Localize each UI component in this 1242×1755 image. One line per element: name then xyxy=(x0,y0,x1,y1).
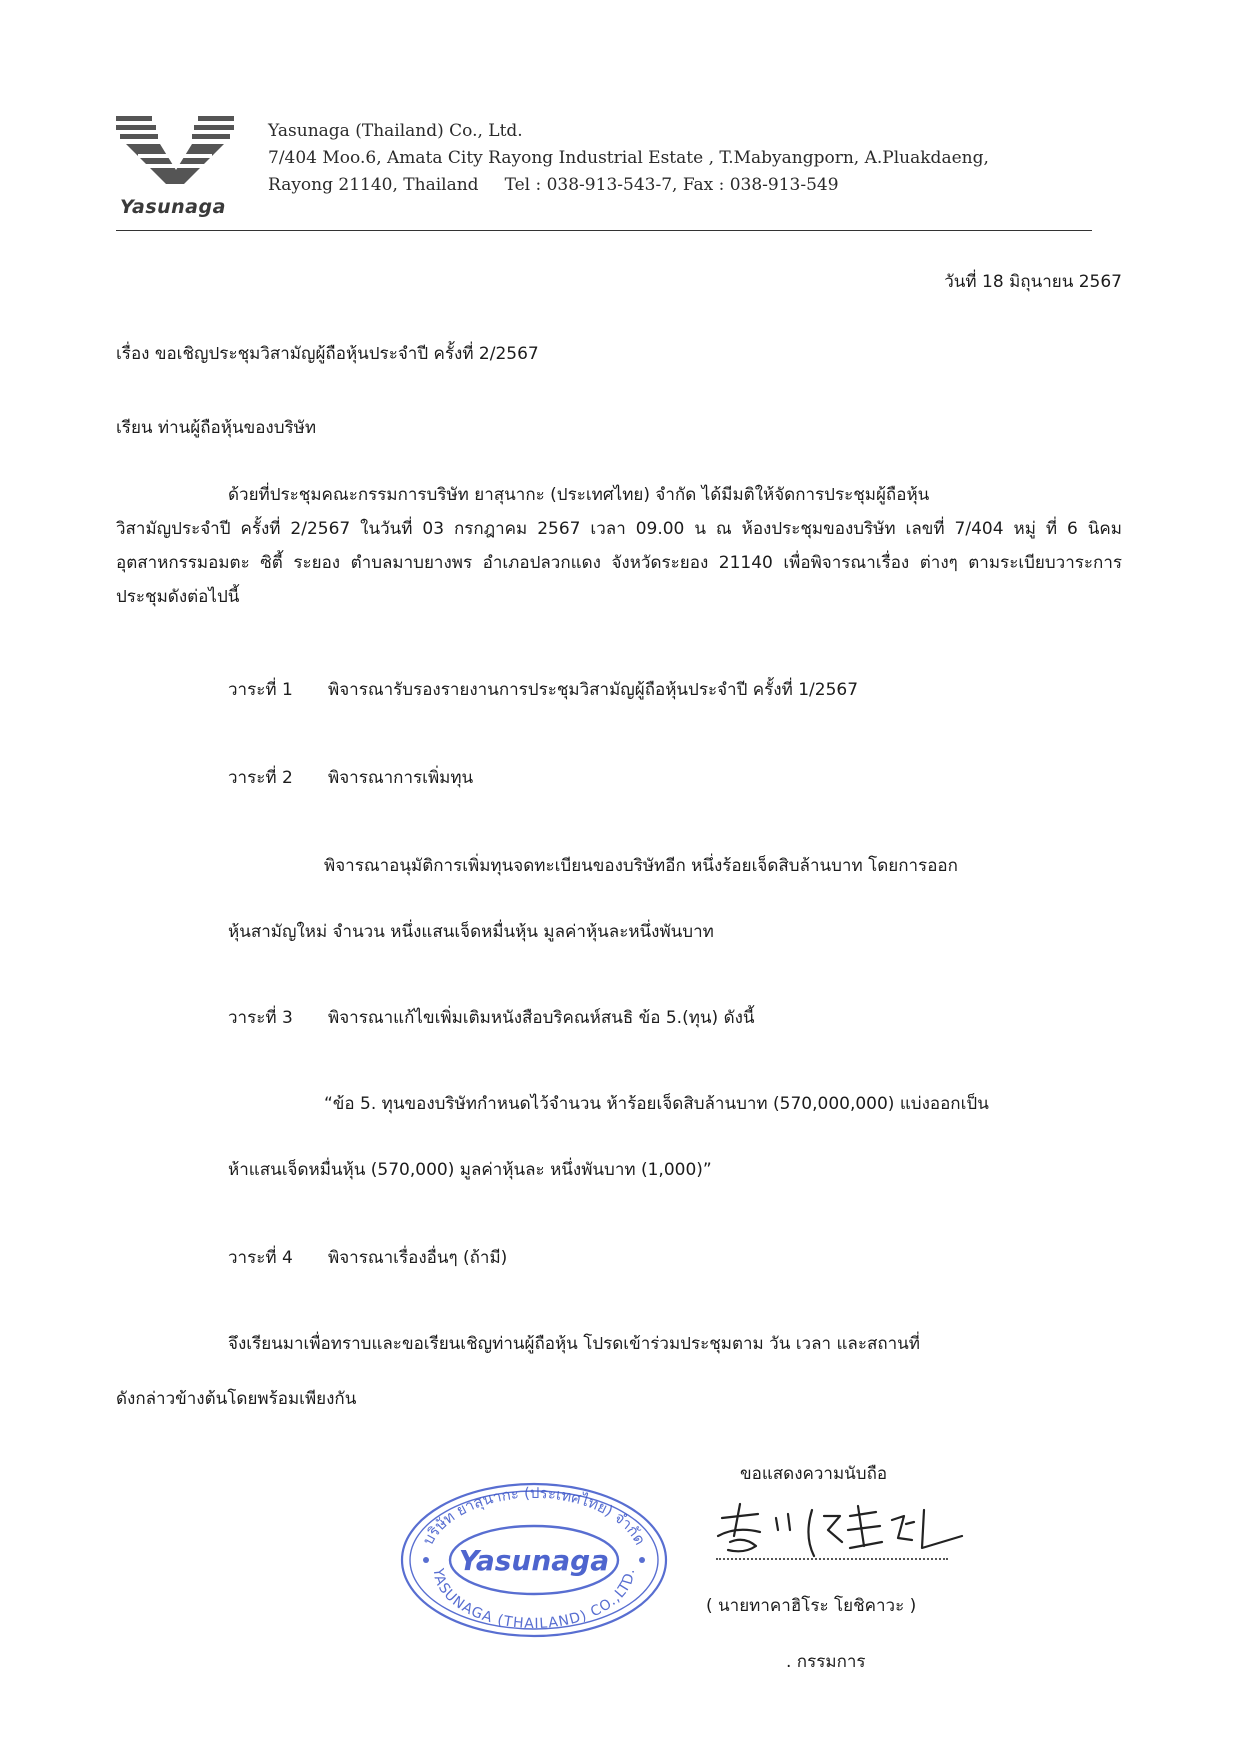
yasunaga-logo-icon xyxy=(116,114,234,194)
logo-wordmark: Yasunaga xyxy=(120,196,226,218)
signature-icon xyxy=(700,1496,1020,1566)
svg-text:บริษัท ยาสุนากะ (ประเทศไทย) จำ xyxy=(419,1484,649,1548)
company-name: Yasunaga (Thailand) Co., Ltd. xyxy=(268,121,523,141)
closing-line1: จึงเรียนมาเพื่อทราบและขอเรียนเชิญท่านผู้ถือหุ้น โปรดเข้าร่วมประชุมตาม วัน เวลา และสถานที่ xyxy=(228,1334,920,1354)
agenda-label: วาระที่ 2 xyxy=(228,768,293,788)
intro-first-line: ด้วยที่ประชุมคณะกรรมการบริษัท ยาสุนากะ (ประเทศไทย) จำกัด ได้มีมติให้จัดการประชุมผู้ถือหุ้น xyxy=(228,485,930,505)
letter-subject: เรื่อง ขอเชิญประชุมวิสามัญผู้ถือหุ้นประจำปี ครั้งที่ 2/2567 xyxy=(116,344,539,364)
letter-salutation: เรียน ท่านผู้ถือหุ้นของบริษัท xyxy=(116,418,317,438)
agenda-text: พิจารณาการเพิ่มทุน xyxy=(328,768,474,788)
agenda-item-2 xyxy=(228,764,473,791)
seal-brand: Yasunaga xyxy=(458,1544,610,1577)
regards-text: ขอแสดงความนับถือ xyxy=(740,1464,888,1484)
agenda-label: วาระที่ 4 xyxy=(228,1248,293,1268)
signer-position: . กรรมการ xyxy=(786,1652,866,1672)
company-seal-stamp xyxy=(398,1480,670,1640)
company-details xyxy=(268,118,989,199)
signer-name: ( นายทาคาฮิโระ โยชิคาวะ ) xyxy=(706,1596,917,1616)
header-divider xyxy=(116,230,1092,231)
agenda-text: พิจารณาเรื่องอื่นๆ (ถ้ามี) xyxy=(328,1248,508,1268)
agenda-item-4 xyxy=(228,1244,507,1271)
intro-paragraph xyxy=(116,478,1122,614)
agenda-text: พิจารณารับรองรายงานการประชุมวิสามัญผู้ถือหุ้นประจำปี ครั้งที่ 1/2567 xyxy=(328,680,859,700)
intro-rest: วิสามัญประจำปี ครั้งที่ 2/2567 ในวันที่ 03 กรกฎาคม 2567 เวลา 09.00 น ณ ห้องประชุมของบริษัท เลขที่ 7/404 หมู่ ที่ 6 นิคมอุตสาหกรรมอมตะ ซิตี้ ระยอง ตำบลมาบยางพร อำเภอปลวกแดง จังหวัดระยอง 21140 เพื่อพิจารณาเรื่อง ต่างๆ ตามระเบียบวาระการประชุมดังต่อไปนี้ xyxy=(116,519,1122,607)
seal-bottom-text: YASUNAGA (THAILAND) CO.,LTD. xyxy=(429,1567,639,1633)
closing-line2: ดังกล่าวข้างต้นโดยพร้อมเพียงกัน xyxy=(116,1389,357,1409)
agenda-label: วาระที่ 1 xyxy=(228,680,293,700)
agenda-item-3 xyxy=(228,1004,755,1031)
agenda-item-1 xyxy=(228,676,858,703)
agenda-text: พิจารณาแก้ไขเพิ่มเติมหนังสือบริคณห์สนธิ ข้อ 5.(ทุน) ดังนี้ xyxy=(328,1008,755,1028)
agenda-2-detail-line1: พิจารณาอนุมัติการเพิ่มทุนจดทะเบียนของบริษัทอีก หนึ่งร้อยเจ็ดสิบล้านบาท โดยการออก xyxy=(324,856,958,876)
agenda-3-quote-line2: ห้าแสนเจ็ดหมื่นหุ้น (570,000) มูลค่าหุ้นละ หนึ่งพันบาท (1,000)” xyxy=(228,1160,712,1180)
handwritten-signature xyxy=(700,1496,1020,1566)
agenda-3-quote-line1: “ข้อ 5. ทุนของบริษัทกำหนดไว้จำนวน ห้าร้อยเจ็ดสิบล้านบาท (570,000,000) แบ่งออกเป็น xyxy=(324,1094,989,1114)
letter-date: วันที่ 18 มิถุนายน 2567 xyxy=(944,272,1122,292)
company-address-line1: 7/404 Moo.6, Amata City Rayong Industrial Estate , T.Mabyangporn, A.Pluakdaeng, xyxy=(268,148,989,168)
company-seal xyxy=(398,1480,670,1640)
agenda-2-detail-line2: หุ้นสามัญใหม่ จำนวน หนึ่งแสนเจ็ดหมื่นหุ้น มูลค่าหุ้นละหนึ่งพันบาท xyxy=(228,922,714,942)
company-contact: Tel : 038-913-543-7, Fax : 038-913-549 xyxy=(504,175,839,195)
agenda-label: วาระที่ 3 xyxy=(228,1008,293,1028)
company-logo xyxy=(116,114,234,226)
signature-line xyxy=(716,1558,948,1560)
seal-top-text: บริษัท ยาสุนากะ (ประเทศไทย) จำกัด xyxy=(418,1483,650,1548)
company-address-line2: Rayong 21140, Thailand xyxy=(268,175,479,195)
